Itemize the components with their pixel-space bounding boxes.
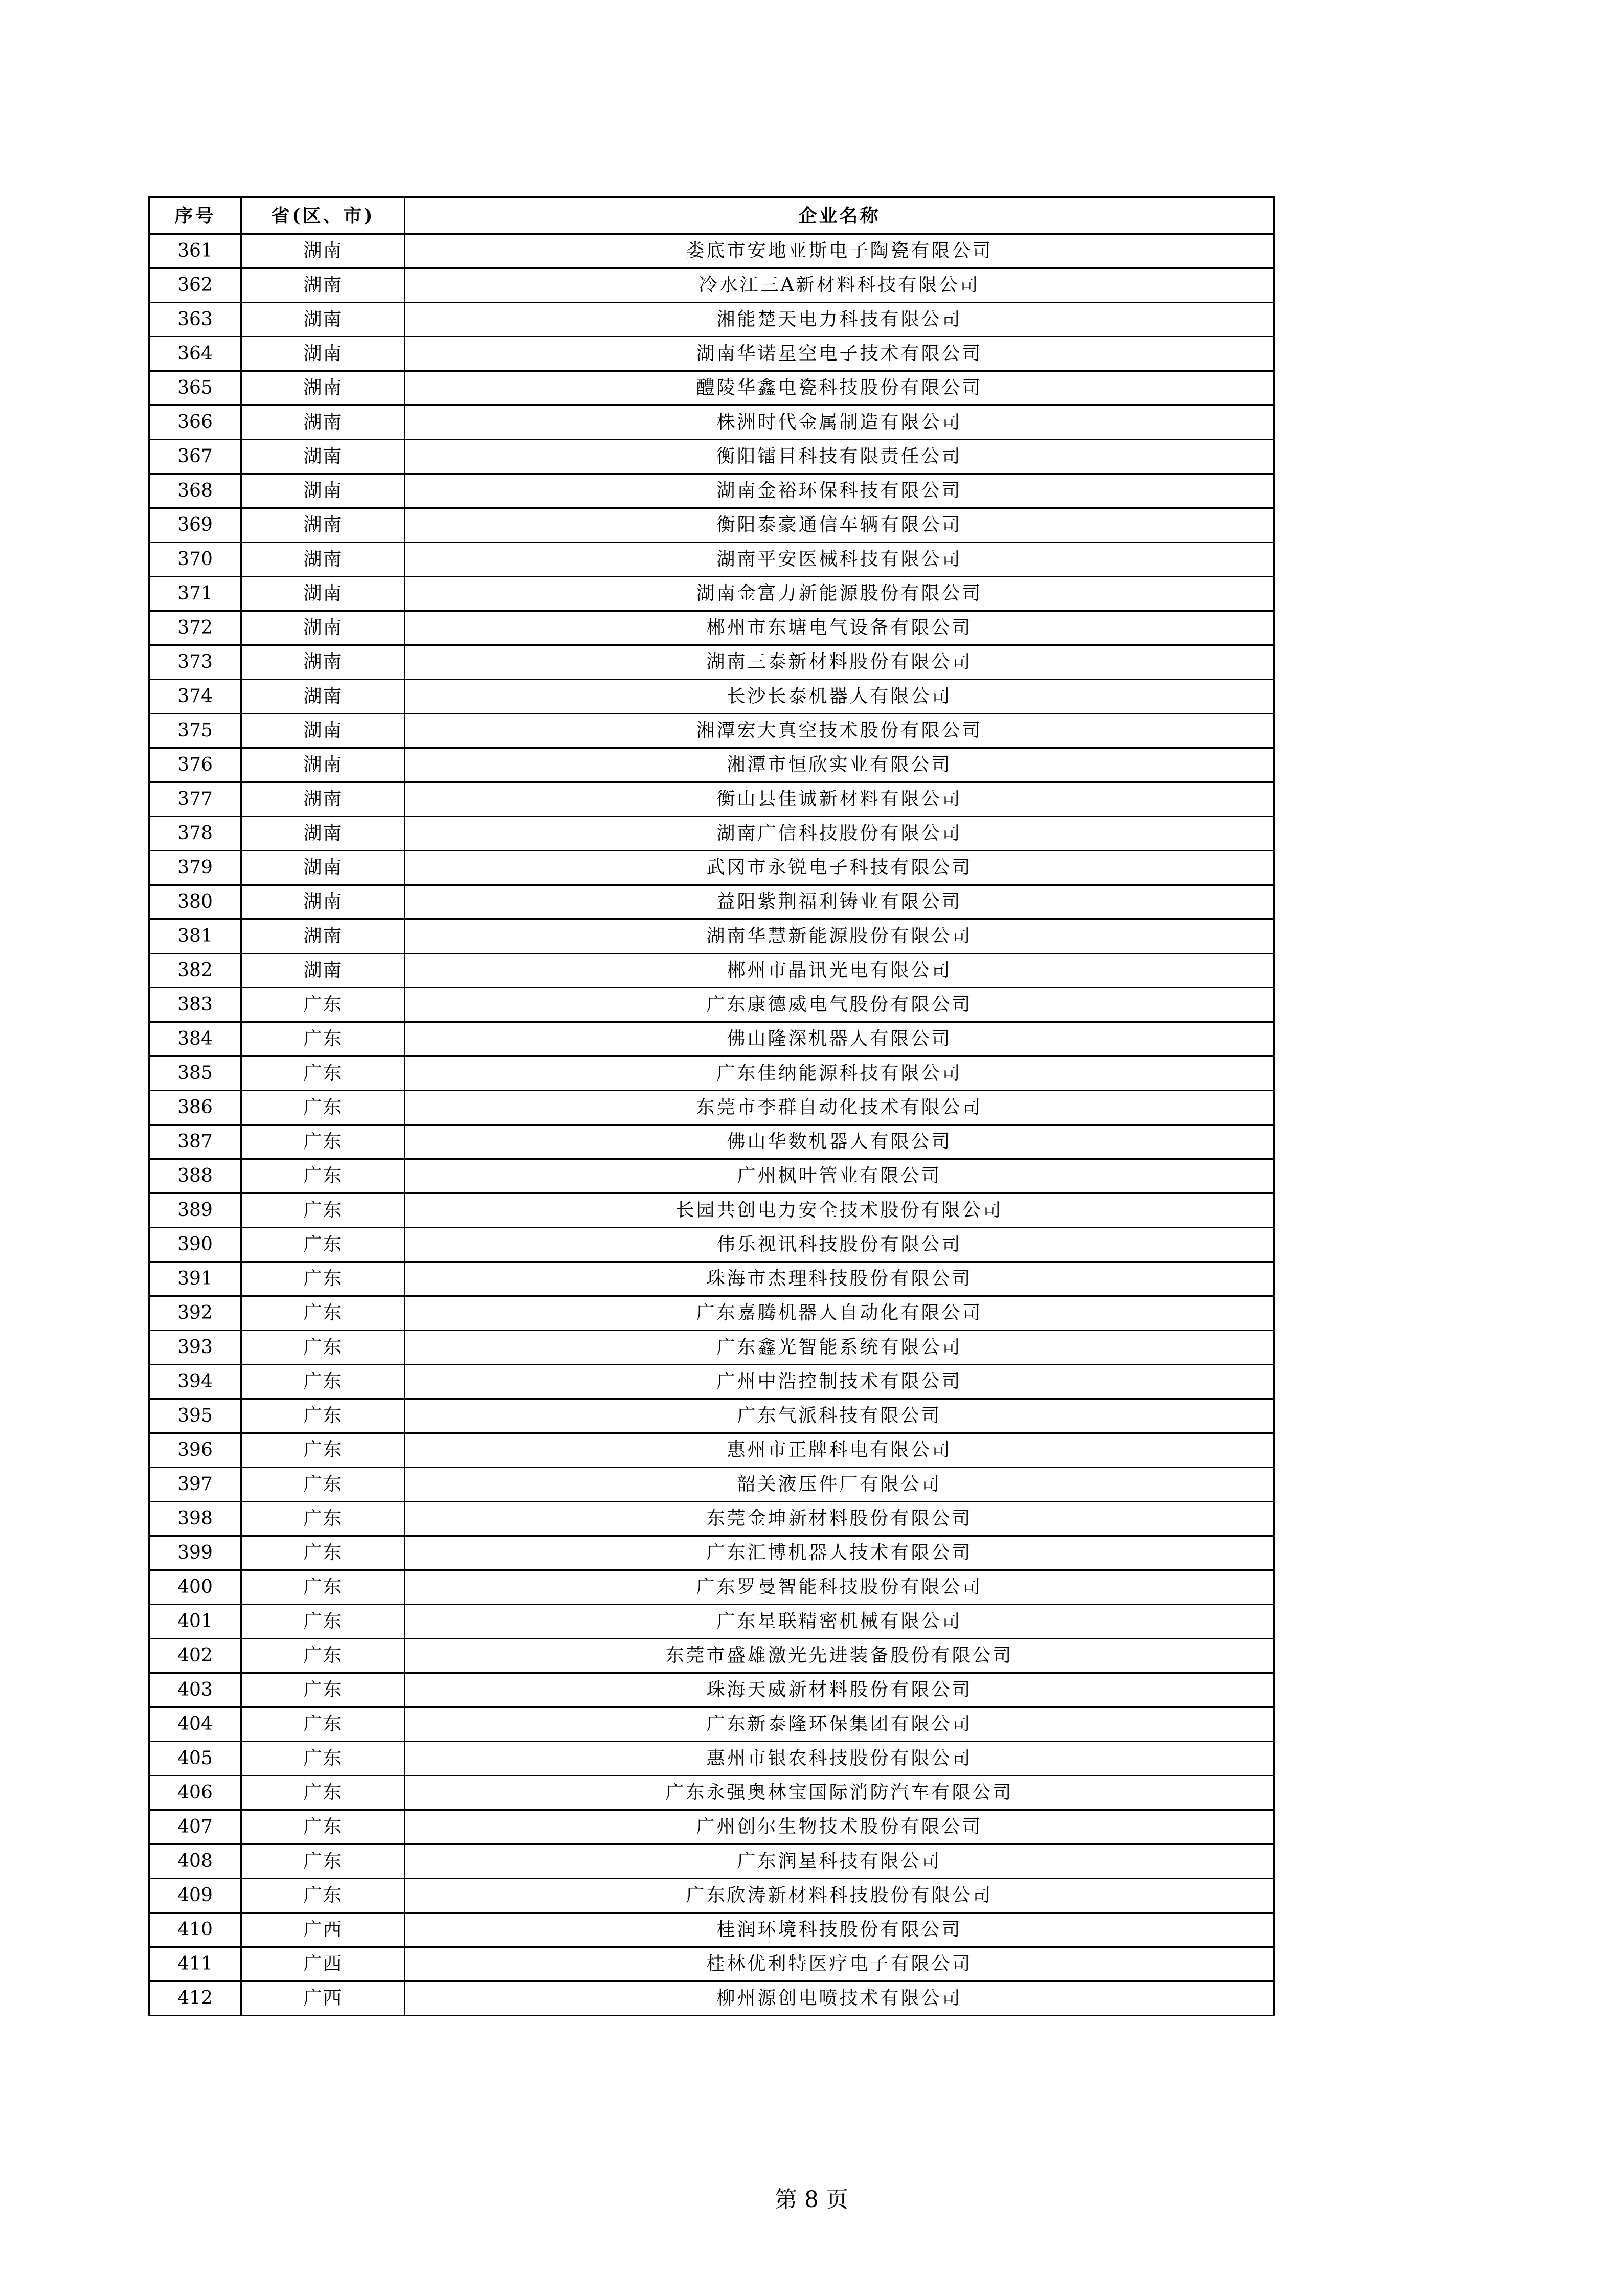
row-province: 湖南 [241,680,405,714]
row-serial: 361 [149,234,241,268]
row-serial: 398 [149,1502,241,1536]
page-number: 第 8 页 [775,2187,848,2213]
row-serial: 364 [149,337,241,371]
row-serial: 403 [149,1673,241,1707]
table-row [149,680,1274,714]
row-enterprise-name: 湖南金富力新能源股份有限公司 [405,577,1274,611]
row-serial: 405 [149,1742,241,1776]
row-serial: 373 [149,645,241,680]
row-province: 湖南 [241,474,405,508]
row-serial: 383 [149,988,241,1022]
table-row [149,1433,1274,1468]
row-province: 广东 [241,1399,405,1433]
table-row [149,817,1274,851]
row-province: 广东 [241,1844,405,1879]
row-serial: 370 [149,543,241,577]
row-enterprise-name: 湘潭市恒欣实业有限公司 [405,748,1274,782]
row-province: 广西 [241,1947,405,1982]
row-enterprise-name: 珠海天威新材料股份有限公司 [405,1673,1274,1707]
row-province: 广东 [241,1331,405,1365]
row-province: 湖南 [241,543,405,577]
row-enterprise-name: 广东嘉腾机器人自动化有限公司 [405,1296,1274,1331]
row-province: 湖南 [241,851,405,885]
table-row [149,1228,1274,1262]
row-serial: 390 [149,1228,241,1262]
table-row [149,337,1274,371]
row-serial: 388 [149,1159,241,1194]
row-enterprise-name: 佛山隆深机器人有限公司 [405,1022,1274,1056]
row-serial: 363 [149,303,241,337]
row-serial: 384 [149,1022,241,1056]
table-row [149,1536,1274,1570]
row-serial: 389 [149,1194,241,1228]
row-enterprise-name: 衡阳泰豪通信车辆有限公司 [405,508,1274,543]
row-enterprise-name: 衡山县佳诚新材料有限公司 [405,782,1274,817]
table-row [149,1742,1274,1776]
header-enterprise-name: 企业名称 [405,197,1274,234]
row-province: 湖南 [241,440,405,474]
row-enterprise-name: 湖南平安医械科技有限公司 [405,543,1274,577]
row-enterprise-name: 湖南三泰新材料股份有限公司 [405,645,1274,680]
row-province: 广东 [241,1056,405,1091]
row-enterprise-name: 东莞金坤新材料股份有限公司 [405,1502,1274,1536]
row-serial: 371 [149,577,241,611]
row-serial: 377 [149,782,241,817]
row-serial: 381 [149,919,241,954]
row-province: 湖南 [241,371,405,406]
row-province: 广东 [241,1296,405,1331]
row-serial: 375 [149,714,241,748]
row-enterprise-name: 广东润星科技有限公司 [405,1844,1274,1879]
row-serial: 395 [149,1399,241,1433]
table-row [149,1844,1274,1879]
row-province: 湖南 [241,714,405,748]
row-serial: 397 [149,1468,241,1502]
row-serial: 386 [149,1091,241,1125]
table-row [149,474,1274,508]
table-row [149,851,1274,885]
row-serial: 368 [149,474,241,508]
row-province: 广东 [241,1022,405,1056]
row-enterprise-name: 柳州源创电喷技术有限公司 [405,1982,1274,2016]
row-serial: 411 [149,1947,241,1982]
row-province: 广东 [241,1159,405,1194]
table-row [149,1570,1274,1605]
enterprise-table [148,196,1275,2016]
row-enterprise-name: 娄底市安地亚斯电子陶瓷有限公司 [405,234,1274,268]
row-province: 湖南 [241,577,405,611]
table-row [149,1605,1274,1639]
table-row [149,714,1274,748]
row-enterprise-name: 株洲时代金属制造有限公司 [405,406,1274,440]
row-enterprise-name: 长沙长泰机器人有限公司 [405,680,1274,714]
row-enterprise-name: 湖南金裕环保科技有限公司 [405,474,1274,508]
table-row [149,1879,1274,1913]
row-serial: 385 [149,1056,241,1091]
row-serial: 374 [149,680,241,714]
row-enterprise-name: 湖南广信科技股份有限公司 [405,817,1274,851]
row-serial: 409 [149,1879,241,1913]
row-serial: 406 [149,1776,241,1810]
row-serial: 408 [149,1844,241,1879]
row-enterprise-name: 广州枫叶管业有限公司 [405,1159,1274,1194]
row-province: 湖南 [241,234,405,268]
table-row [149,611,1274,645]
table-row [149,1056,1274,1091]
table-row [149,1707,1274,1742]
row-province: 湖南 [241,782,405,817]
table-row [149,303,1274,337]
row-serial: 394 [149,1365,241,1399]
table-row [149,1091,1274,1125]
table-row [149,371,1274,406]
row-serial: 392 [149,1296,241,1331]
row-serial: 362 [149,268,241,303]
row-province: 广东 [241,1707,405,1742]
table-row [149,1673,1274,1707]
row-province: 湖南 [241,268,405,303]
row-enterprise-name: 广东星联精密机械有限公司 [405,1605,1274,1639]
row-serial: 372 [149,611,241,645]
table-row [149,1468,1274,1502]
row-province: 广东 [241,1091,405,1125]
table-row [149,988,1274,1022]
table-row [149,543,1274,577]
table-row [149,1296,1274,1331]
row-serial: 400 [149,1570,241,1605]
row-enterprise-name: 佛山华数机器人有限公司 [405,1125,1274,1159]
table-row [149,1159,1274,1194]
row-province: 湖南 [241,611,405,645]
table-row [149,440,1274,474]
table-row [149,1639,1274,1673]
row-province: 湖南 [241,885,405,919]
row-province: 广东 [241,988,405,1022]
table-row [149,645,1274,680]
row-serial: 376 [149,748,241,782]
row-enterprise-name: 益阳紫荆福利铸业有限公司 [405,885,1274,919]
table-row [149,885,1274,919]
row-enterprise-name: 湖南华慧新能源股份有限公司 [405,919,1274,954]
row-province: 广东 [241,1570,405,1605]
row-province: 广东 [241,1433,405,1468]
row-serial: 380 [149,885,241,919]
row-province: 广东 [241,1605,405,1639]
row-province: 广东 [241,1228,405,1262]
table-row [149,1502,1274,1536]
header-province: 省(区、市) [241,197,405,234]
table-row [149,508,1274,543]
row-serial: 378 [149,817,241,851]
row-enterprise-name: 广东佳纳能源科技有限公司 [405,1056,1274,1091]
row-serial: 369 [149,508,241,543]
table-row [149,268,1274,303]
table-row [149,748,1274,782]
row-enterprise-name: 湘潭宏大真空技术股份有限公司 [405,714,1274,748]
row-enterprise-name: 广东鑫光智能系统有限公司 [405,1331,1274,1365]
row-enterprise-name: 广东康德威电气股份有限公司 [405,988,1274,1022]
row-province: 湖南 [241,954,405,988]
row-serial: 365 [149,371,241,406]
row-serial: 393 [149,1331,241,1365]
row-province: 湖南 [241,337,405,371]
row-enterprise-name: 广东罗曼智能科技股份有限公司 [405,1570,1274,1605]
row-serial: 407 [149,1810,241,1844]
row-province: 广东 [241,1673,405,1707]
row-province: 广东 [241,1502,405,1536]
row-enterprise-name: 广州中浩控制技术有限公司 [405,1365,1274,1399]
row-enterprise-name: 郴州市晶讯光电有限公司 [405,954,1274,988]
table-row [149,782,1274,817]
row-province: 广东 [241,1194,405,1228]
table-row [149,406,1274,440]
row-province: 广东 [241,1468,405,1502]
row-enterprise-name: 郴州市东塘电气设备有限公司 [405,611,1274,645]
row-serial: 391 [149,1262,241,1296]
row-enterprise-name: 冷水江三A新材料科技有限公司 [405,268,1274,303]
table-row [149,577,1274,611]
table-row [149,234,1274,268]
row-province: 湖南 [241,508,405,543]
row-enterprise-name: 醴陵华鑫电瓷科技股份有限公司 [405,371,1274,406]
row-province: 广东 [241,1536,405,1570]
row-province: 湖南 [241,406,405,440]
row-province: 广东 [241,1742,405,1776]
row-province: 湖南 [241,919,405,954]
row-province: 湖南 [241,645,405,680]
row-enterprise-name: 桂润环境科技股份有限公司 [405,1913,1274,1947]
row-enterprise-name: 湖南华诺星空电子技术有限公司 [405,337,1274,371]
row-enterprise-name: 武冈市永锐电子科技有限公司 [405,851,1274,885]
row-serial: 382 [149,954,241,988]
row-serial: 401 [149,1605,241,1639]
table-row [149,1022,1274,1056]
row-province: 广东 [241,1776,405,1810]
row-serial: 367 [149,440,241,474]
table-row [149,919,1274,954]
row-serial: 410 [149,1913,241,1947]
row-enterprise-name: 桂林优利特医疗电子有限公司 [405,1947,1274,1982]
row-province: 湖南 [241,303,405,337]
row-province: 广西 [241,1913,405,1947]
row-serial: 404 [149,1707,241,1742]
table-header-row [149,197,1274,234]
table-row [149,1399,1274,1433]
row-enterprise-name: 广州创尔生物技术股份有限公司 [405,1810,1274,1844]
table-row [149,1331,1274,1365]
row-serial: 396 [149,1433,241,1468]
row-enterprise-name: 韶关液压件厂有限公司 [405,1468,1274,1502]
row-enterprise-name: 广东汇博机器人技术有限公司 [405,1536,1274,1570]
header-serial: 序号 [149,197,241,234]
table-row [149,1776,1274,1810]
row-serial: 402 [149,1639,241,1673]
row-enterprise-name: 惠州市银农科技股份有限公司 [405,1742,1274,1776]
table-row [149,1913,1274,1947]
row-serial: 379 [149,851,241,885]
row-enterprise-name: 衡阳镭目科技有限责任公司 [405,440,1274,474]
row-province: 湖南 [241,748,405,782]
row-enterprise-name: 广东欣涛新材料科技股份有限公司 [405,1879,1274,1913]
row-province: 广东 [241,1262,405,1296]
row-province: 广西 [241,1982,405,2016]
row-serial: 366 [149,406,241,440]
row-province: 广东 [241,1365,405,1399]
table-row [149,954,1274,988]
row-enterprise-name: 广东新泰隆环保集团有限公司 [405,1707,1274,1742]
table-row [149,1947,1274,1982]
row-serial: 387 [149,1125,241,1159]
row-province: 广东 [241,1810,405,1844]
row-province: 广东 [241,1879,405,1913]
table-row [149,1262,1274,1296]
row-serial: 412 [149,1982,241,2016]
row-enterprise-name: 伟乐视讯科技股份有限公司 [405,1228,1274,1262]
table-row [149,1125,1274,1159]
row-enterprise-name: 广东气派科技有限公司 [405,1399,1274,1433]
row-enterprise-name: 珠海市杰理科技股份有限公司 [405,1262,1274,1296]
row-enterprise-name: 惠州市正牌科电有限公司 [405,1433,1274,1468]
row-enterprise-name: 湘能楚天电力科技有限公司 [405,303,1274,337]
table-row [149,1365,1274,1399]
row-enterprise-name: 东莞市李群自动化技术有限公司 [405,1091,1274,1125]
row-province: 广东 [241,1639,405,1673]
row-serial: 399 [149,1536,241,1570]
table-row [149,1982,1274,2016]
table-row [149,1810,1274,1844]
row-enterprise-name: 长园共创电力安全技术股份有限公司 [405,1194,1274,1228]
row-enterprise-name: 东莞市盛雄激光先进装备股份有限公司 [405,1639,1274,1673]
row-province: 广东 [241,1125,405,1159]
row-enterprise-name: 广东永强奥林宝国际消防汽车有限公司 [405,1776,1274,1810]
table-body [149,234,1274,2016]
row-province: 湖南 [241,817,405,851]
table-row [149,1194,1274,1228]
